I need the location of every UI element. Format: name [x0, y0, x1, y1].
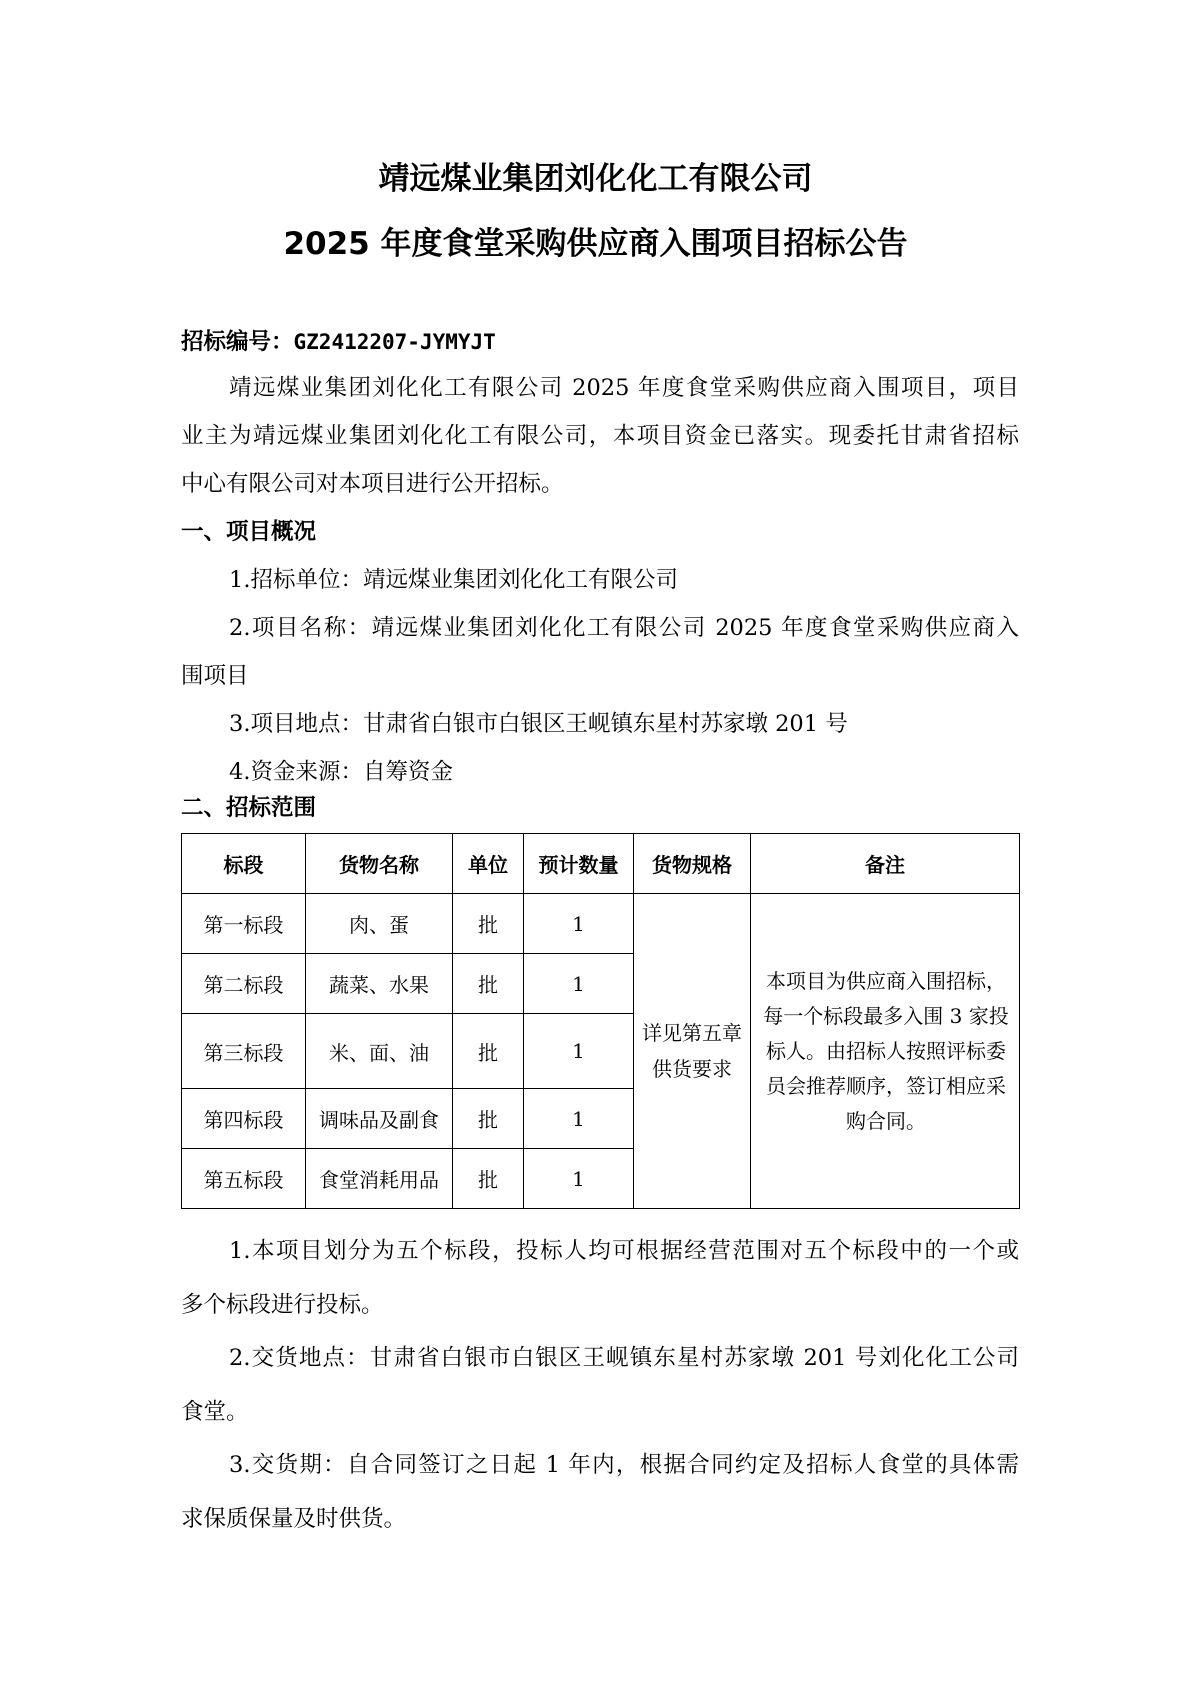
- cell-goods: 调味品及副食: [306, 1089, 453, 1149]
- cell-unit: 批: [453, 1149, 524, 1209]
- cell-quantity: 1: [524, 1149, 634, 1209]
- cell-quantity: 1: [524, 1089, 634, 1149]
- header-quantity: 预计数量: [524, 834, 634, 894]
- cell-unit: 批: [453, 894, 524, 954]
- cell-unit: 批: [453, 954, 524, 1014]
- intro-line-1: 靖远煤业集团刘化化工有限公司 2025 年度食堂采购供应商入围项目，项目: [229, 375, 1019, 401]
- note-3: 3.交货期：自合同签订之日起 1 年内，根据合同约定及招标人食堂的具体需: [229, 1452, 1019, 1478]
- note-1: 1.本项目划分为五个标段，投标人均可根据经营范围对五个标段中的一个或: [229, 1238, 1019, 1264]
- note-1-cont: 多个标段进行投标。: [181, 1292, 384, 1318]
- header-goods-name: 货物名称: [306, 834, 453, 894]
- section-heading-overview: 一、项目概况: [181, 519, 317, 545]
- cell-goods: 食堂消耗用品: [306, 1149, 453, 1209]
- cell-goods: 蔬菜、水果: [306, 954, 453, 1014]
- header-remark: 备注: [751, 834, 1020, 894]
- intro-line-3: 中心有限公司对本项目进行公开招标。: [181, 471, 564, 497]
- cell-unit: 批: [453, 1014, 524, 1089]
- title-line-2: 2025 年度食堂采购供应商入围项目招标公告: [283, 226, 908, 262]
- cell-quantity: 1: [524, 894, 634, 954]
- cell-quantity: 1: [524, 954, 634, 1014]
- cell-goods: 米、面、油: [306, 1014, 453, 1089]
- bid-number: [181, 327, 496, 357]
- overview-item-4: 4.资金来源：自筹资金: [229, 759, 453, 785]
- cell-unit: 批: [453, 1089, 524, 1149]
- overview-item-2-cont: 围项目: [181, 663, 249, 689]
- cell-lot: 第三标段: [182, 1014, 306, 1089]
- bid-number-label: 招标编号：: [181, 329, 294, 355]
- cell-goods: 肉、蛋: [306, 894, 453, 954]
- cell-lot: 第四标段: [182, 1089, 306, 1149]
- cell-lot: 第五标段: [182, 1149, 306, 1209]
- table-row: [182, 894, 1020, 954]
- bid-scope-table: [181, 833, 1020, 1209]
- bid-number-value: GZ2412207-JYMYJT: [293, 330, 496, 354]
- note-2: 2.交货地点：甘肃省白银市白银区王岘镇东星村苏家墩 201 号刘化化工公司: [229, 1345, 1019, 1371]
- cell-lot: 第一标段: [182, 894, 306, 954]
- note-3-cont: 求保质保量及时供货。: [181, 1506, 407, 1532]
- cell-lot: 第二标段: [182, 954, 306, 1014]
- header-unit: 单位: [453, 834, 524, 894]
- overview-item-3: 3.项目地点：甘肃省白银市白银区王岘镇东星村苏家墩 201 号: [229, 711, 848, 737]
- title-line-1: 靖远煤业集团刘化化工有限公司: [378, 161, 813, 197]
- section-heading-scope: 二、招标范围: [181, 795, 317, 821]
- header-spec: 货物规格: [634, 834, 751, 894]
- cell-spec: 详见第五章供货要求: [634, 894, 751, 1209]
- overview-item-1: 1.招标单位：靖远煤业集团刘化化工有限公司: [229, 567, 678, 593]
- intro-line-2: 业主为靖远煤业集团刘化化工有限公司，本项目资金已落实。现委托甘肃省招标: [181, 423, 1019, 449]
- overview-item-2: 2.项目名称：靖远煤业集团刘化化工有限公司 2025 年度食堂采购供应商入: [229, 615, 1019, 641]
- table-header-row: [182, 834, 1020, 894]
- cell-remark: 本项目为供应商入围招标，每一个标段最多入围 3 家投标人。由招标人按照评标委员会推荐顺序，签订相应采购合同。: [751, 894, 1020, 1209]
- note-2-cont: 食堂。: [181, 1399, 249, 1425]
- cell-quantity: 1: [524, 1014, 634, 1089]
- header-lot: 标段: [182, 834, 306, 894]
